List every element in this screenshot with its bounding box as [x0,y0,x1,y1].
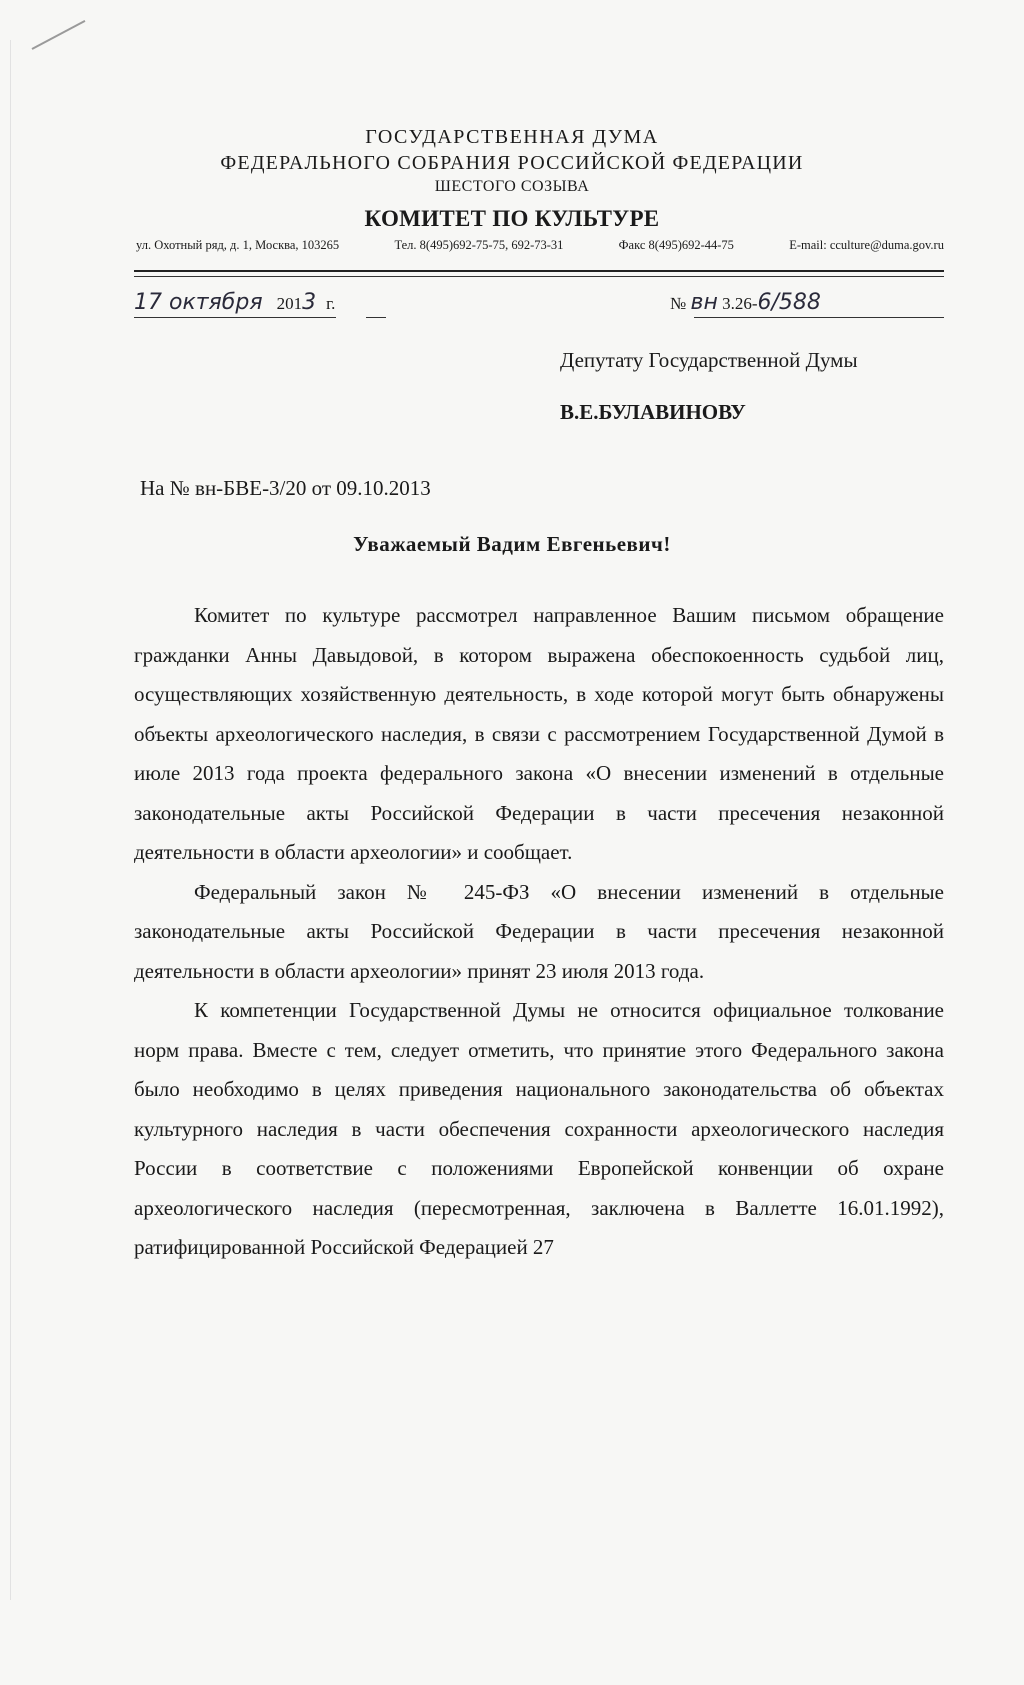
letter-date [134,290,335,315]
scan-edge [10,40,11,1600]
letter-body [134,596,944,1268]
salutation: Уважаемый Вадим Евгеньевич! [353,532,671,556]
reference-line: На № вн-БВЕ-3/20 от 09.10.2013 [140,476,431,500]
committee-title: КОМИТЕТ ПО КУЛЬТУРЕ [364,206,660,231]
contact-email: E-mail: cculture@duma.gov.ru [789,238,944,252]
pen-mark [32,20,86,50]
year-handwritten: 3 [302,290,317,315]
header-rule-thin [134,276,944,277]
contact-address: ул. Охотный ряд, д. 1, Москва, 103265 [136,238,340,252]
header-line-1: ГОСУДАРСТВЕННАЯ ДУМА [365,126,659,148]
contact-line [136,238,944,253]
paragraph-3: К компетенции Государственной Думы не относится официальное толкование норм права. Вместе с тем, следует отметить, что принятие этого Федерального закона было необходимо в целях приведения национального законодательства об объектах культурного наследия в части обеспечения сохранности археологического наследия России в соответствие с положениями Европейской конвенции об охране археологического наследия (пересмотренная, заключена в Валлетте 16.01.1992), ратифицированной Российской Федерацией 27 [134,998,944,1259]
letter-number [670,290,821,315]
number-underline [694,317,944,318]
year-underline [366,317,386,318]
date-underline [134,317,336,318]
year-suffix: г. [326,294,336,313]
year-prefix: 201 [276,294,303,313]
number-label: № [670,294,687,313]
addressee-position: Депутату Государственной Думы [560,348,858,372]
paragraph-2: Федеральный закон № 245-ФЗ «О внесении изменений в отдельные законодательные акты Российской Федерации в части пресечения незаконной деятельности в области археологии» принят 23 июля 2013 года. [134,879,944,983]
number-handwritten-prefix: вн [690,290,718,315]
addressee-name: В.Е.БУЛАВИНОВУ [560,400,746,424]
date-handwritten: 17 октября [134,290,263,315]
number-printed: 3.26- [722,294,758,313]
header-line-3: ШЕСТОГО СОЗЫВА [434,178,590,195]
paragraph-1: Комитет по культуре рассмотрел направленное Вашим письмом обращение гражданки Анны Давыдовой, в котором выражена обеспокоенность судьбой лиц, осуществляющих хозяйственную деятельность, в ходе которой могут быть обнаружены объекты археологического наследия, в связи с рассмотрением Государственной Думой в июле 2013 года проекта федерального закона «О внесении изменений в отдельные законодательные акты Российской Федерации в части пресечения незаконной деятельности в области археологии» и сообщает. [134,603,944,864]
number-handwritten-suffix: 6/588 [757,290,821,315]
contact-phone: Тел. 8(495)692-75-75, 692-73-31 [394,238,564,252]
header-rule-thick [134,270,944,272]
date-number-line [134,290,944,320]
contact-fax: Факс 8(495)692-44-75 [618,238,734,252]
header-line-2: ФЕДЕРАЛЬНОГО СОБРАНИЯ РОССИЙСКОЙ ФЕДЕРАЦИИ [220,152,804,174]
